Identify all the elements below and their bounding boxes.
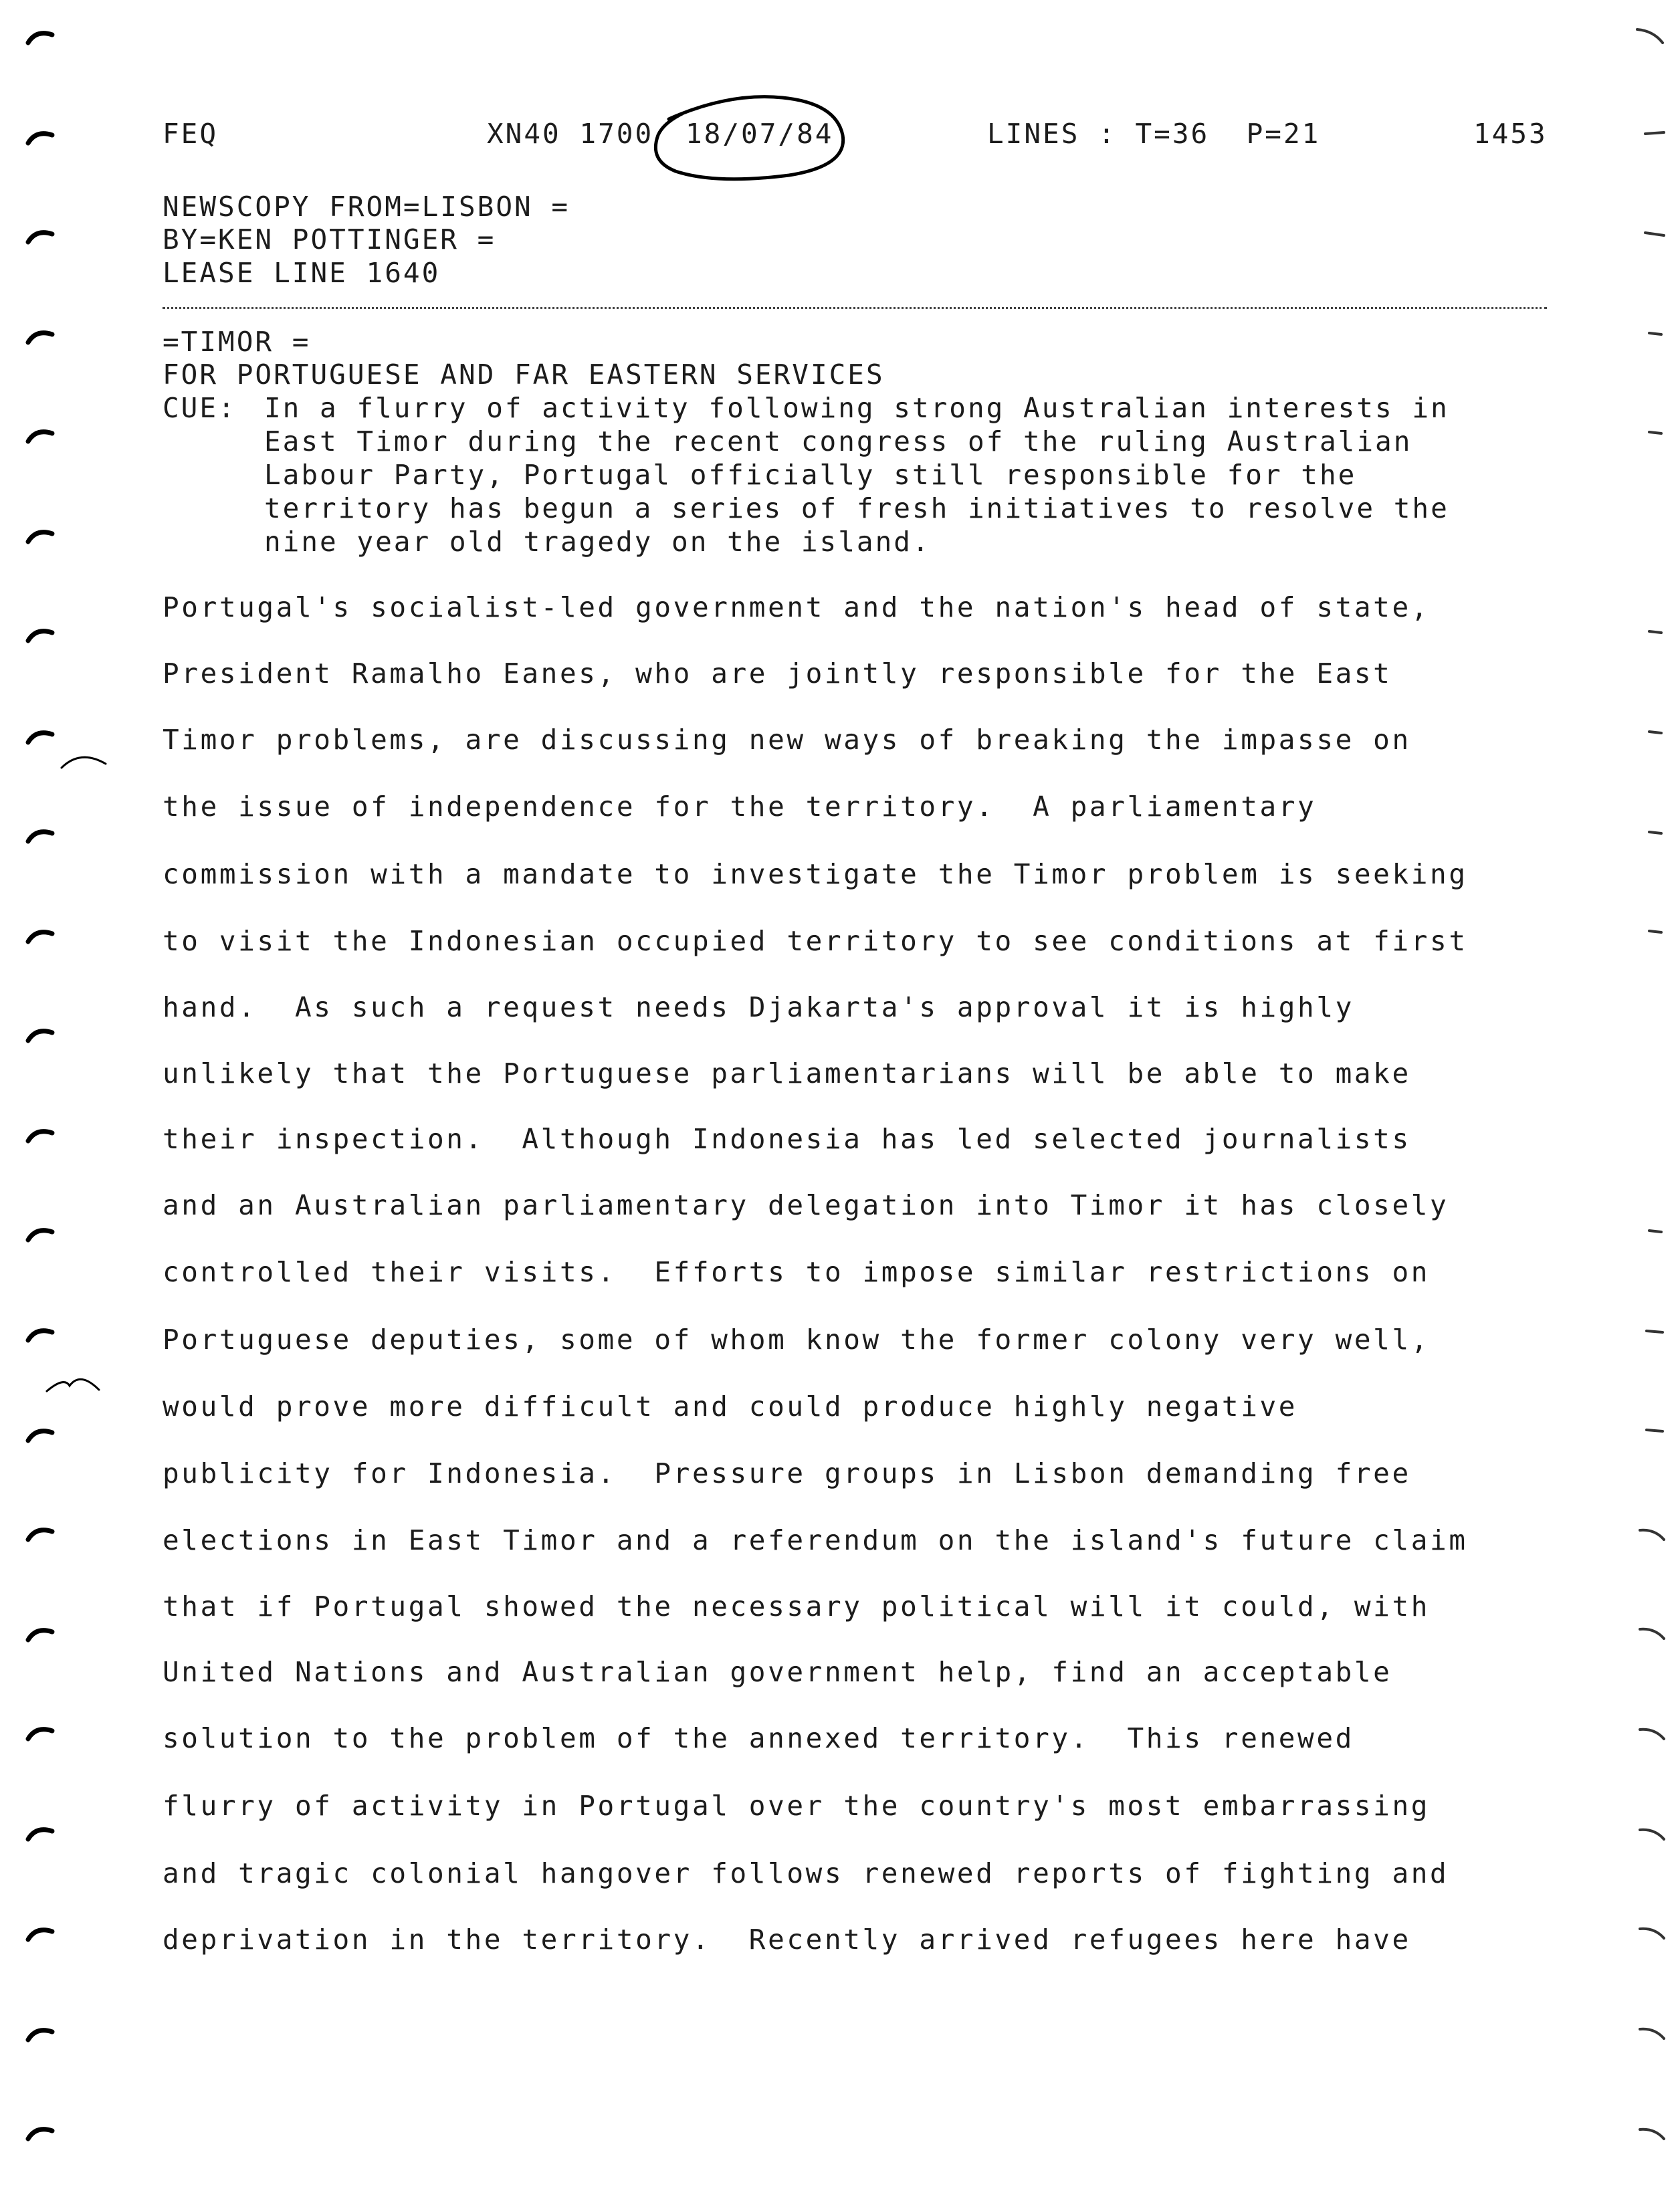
- feed-mark: [1649, 333, 1661, 334]
- feed-mark: [28, 1730, 52, 1739]
- body-line: and tragic colonial hangover follows renewed reports of fighting and: [163, 1857, 1449, 1889]
- body-line: solution to the problem of the annexed territory. This renewed: [163, 1722, 1354, 1754]
- body-line: Portuguese deputies, some of whom know the former colony very well,: [163, 1324, 1431, 1356]
- feed-mark: [28, 1830, 52, 1839]
- feed-mark: [1649, 631, 1661, 633]
- feed-mark: [1649, 931, 1661, 932]
- feed-mark: [28, 33, 52, 43]
- body-line: controlled their visits. Efforts to impose similar restrictions on: [163, 1256, 1431, 1288]
- body-line: commission with a mandate to investigate the Timor problem is seeking: [163, 858, 1468, 890]
- body-line: flurry of activity in Portugal over the country's most embarrassing: [163, 1790, 1431, 1822]
- feed-mark: [28, 1930, 52, 1940]
- body-line: the issue of independence for the territory. A parliamentary: [163, 791, 1317, 823]
- feed-mark: [1649, 832, 1661, 833]
- feed-mark: [1640, 1830, 1664, 1839]
- body-line: and an Australian parliamentary delegation into Timor it has closely: [163, 1189, 1449, 1221]
- feed-mark: [28, 1132, 52, 1141]
- feed-mark: [28, 134, 52, 143]
- pen-stroke: [47, 1379, 99, 1391]
- feed-mark: [28, 1331, 52, 1340]
- feed-mark: [1640, 2029, 1664, 2039]
- feed-mark: [1649, 432, 1661, 433]
- feed-mark: [28, 333, 52, 342]
- newscopy-line: NEWSCOPY FROM=LISBON =: [163, 191, 570, 223]
- cue-line: nine year old tragedy on the island.: [264, 526, 931, 558]
- cue-label: CUE:: [163, 392, 237, 424]
- feed-mark: [1640, 1530, 1664, 1540]
- body-line: United Nations and Australian government help, find an acceptable: [163, 1656, 1392, 1688]
- cue-line: Labour Party, Portugal officially still responsible for the: [264, 459, 1357, 491]
- left-margin-marks: [28, 33, 106, 2139]
- date-circle-annotation: [642, 94, 883, 187]
- feed-mark: [1640, 1929, 1664, 1938]
- feed-mark: [28, 832, 52, 841]
- services-line: FOR PORTUGUESE AND FAR EASTERN SERVICES: [163, 358, 885, 391]
- body-line: to visit the Indonesian occupied territory to see conditions at first: [163, 925, 1468, 957]
- body-line: elections in East Timor and a referendum on the island's future claim: [163, 1524, 1468, 1556]
- feed-mark: [1649, 1231, 1661, 1232]
- header-date: 18/07/84: [686, 118, 834, 150]
- cue-line: In a flurry of activity following strong Australian interests in: [264, 392, 1449, 424]
- body-line: would prove more difficult and could produce highly negative: [163, 1390, 1298, 1423]
- body-line: publicity for Indonesia. Pressure groups in Lisbon demanding free: [163, 1457, 1411, 1489]
- feed-mark: [28, 1431, 52, 1441]
- byline: BY=KEN POTTINGER =: [163, 223, 496, 255]
- feed-mark: [28, 932, 52, 942]
- body-line: deprivation in the territory. Recently arrived refugees here have: [163, 1923, 1411, 1956]
- pen-stroke: [62, 757, 106, 768]
- body-line: President Ramalho Eanes, who are jointly responsible for the East: [163, 657, 1392, 690]
- feed-mark: [28, 733, 52, 742]
- feed-mark: [28, 1231, 52, 1240]
- dotted-separator: [163, 307, 1547, 309]
- feed-mark: [1640, 1730, 1664, 1739]
- feed-mark: [28, 2129, 52, 2139]
- body-line: unlikely that the Portuguese parliamentarians will be able to make: [163, 1057, 1411, 1089]
- feed-mark: [1649, 732, 1661, 733]
- feed-mark: [28, 532, 52, 542]
- body-line: their inspection. Although Indonesia has led selected journalists: [163, 1123, 1411, 1155]
- cue-line: East Timor during the recent congress of the ruling Australian: [264, 425, 1412, 457]
- feed-mark: [28, 233, 52, 242]
- story-slug: =TIMOR =: [163, 326, 311, 358]
- header-code: FEQ: [163, 118, 219, 150]
- feed-mark: [1645, 233, 1664, 235]
- header-number: 1453: [1473, 118, 1548, 150]
- feed-mark: [1640, 2129, 1664, 2139]
- feed-mark: [28, 631, 52, 641]
- right-margin-marks: [1637, 29, 1664, 2139]
- feed-mark: [28, 1031, 52, 1041]
- feed-mark: [1647, 1430, 1663, 1431]
- feed-mark: [28, 1631, 52, 1640]
- body-line: Portugal's socialist-led government and the nation's head of state,: [163, 591, 1431, 623]
- feed-mark: [28, 432, 52, 441]
- body-line: that if Portugal showed the necessary political will it could, with: [163, 1590, 1431, 1623]
- cue-line: territory has begun a series of fresh initiatives to resolve the: [264, 492, 1449, 524]
- header-lines-count: LINES : T=36 P=21: [987, 118, 1321, 150]
- feed-mark: [28, 1530, 52, 1540]
- feed-mark: [1637, 29, 1663, 43]
- lease-line: LEASE LINE 1640: [163, 257, 441, 289]
- feed-mark: [1645, 132, 1664, 134]
- body-line: Timor problems, are discussing new ways of breaking the impasse on: [163, 724, 1411, 756]
- feed-mark: [1640, 1629, 1664, 1639]
- header-ref: XN40 1700: [487, 118, 654, 150]
- feed-mark: [1647, 1331, 1663, 1332]
- feed-mark: [28, 2030, 52, 2040]
- body-line: hand. As such a request needs Djakarta's approval it is highly: [163, 991, 1354, 1023]
